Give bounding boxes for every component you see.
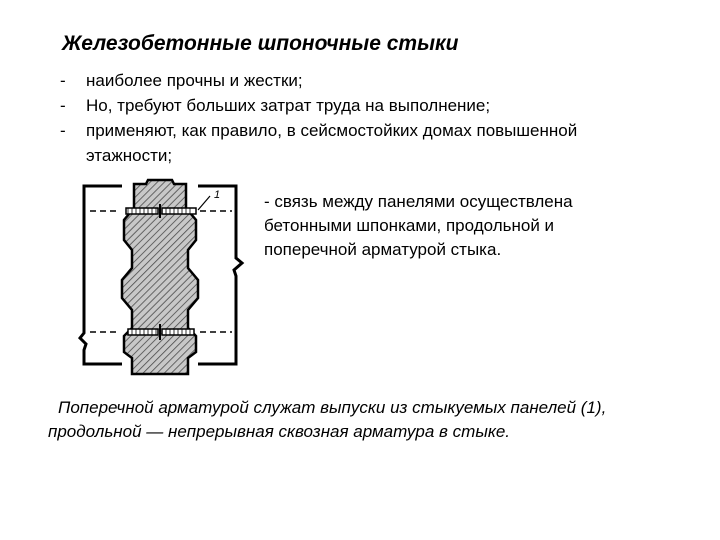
joint-drawing xyxy=(76,178,248,378)
bullet-item xyxy=(60,93,660,118)
bullet-item xyxy=(60,68,660,93)
slide-title: Железобетонные шпоночные стыки xyxy=(62,32,459,55)
bullet-marker: - xyxy=(60,121,66,140)
bullet-marker: - xyxy=(60,96,66,115)
bullet-text: Но, требуют больших затрат труда на выполнение; xyxy=(86,96,491,115)
callout-leader xyxy=(198,196,210,210)
bullet-item xyxy=(60,118,660,168)
side-description: - связь между панелями осуществлена бетонными шпонками, продольной и поперечной арматурой стыка. xyxy=(264,192,573,259)
bullet-text: наиболее прочны и жестки; xyxy=(86,71,303,90)
bottom-description xyxy=(48,396,668,444)
bullet-text: применяют, как правило, в сейсмостойких домах повышенной этажности; xyxy=(86,121,578,165)
joint-drawing-svg xyxy=(76,178,248,378)
upper-reinforcement xyxy=(90,204,232,218)
bullet-marker: - xyxy=(60,71,66,90)
callout-label: 1 xyxy=(214,189,221,201)
left-panel-outline xyxy=(80,186,122,364)
right-panel-outline xyxy=(198,186,242,364)
lower-reinforcement xyxy=(90,324,232,340)
bullet-list xyxy=(60,68,660,168)
bottom-description-text: Поперечной арматурой служат выпуски из стыкуемых панелей (1), продольной — непрерывная сквозная арматура в стыке. xyxy=(48,398,607,441)
